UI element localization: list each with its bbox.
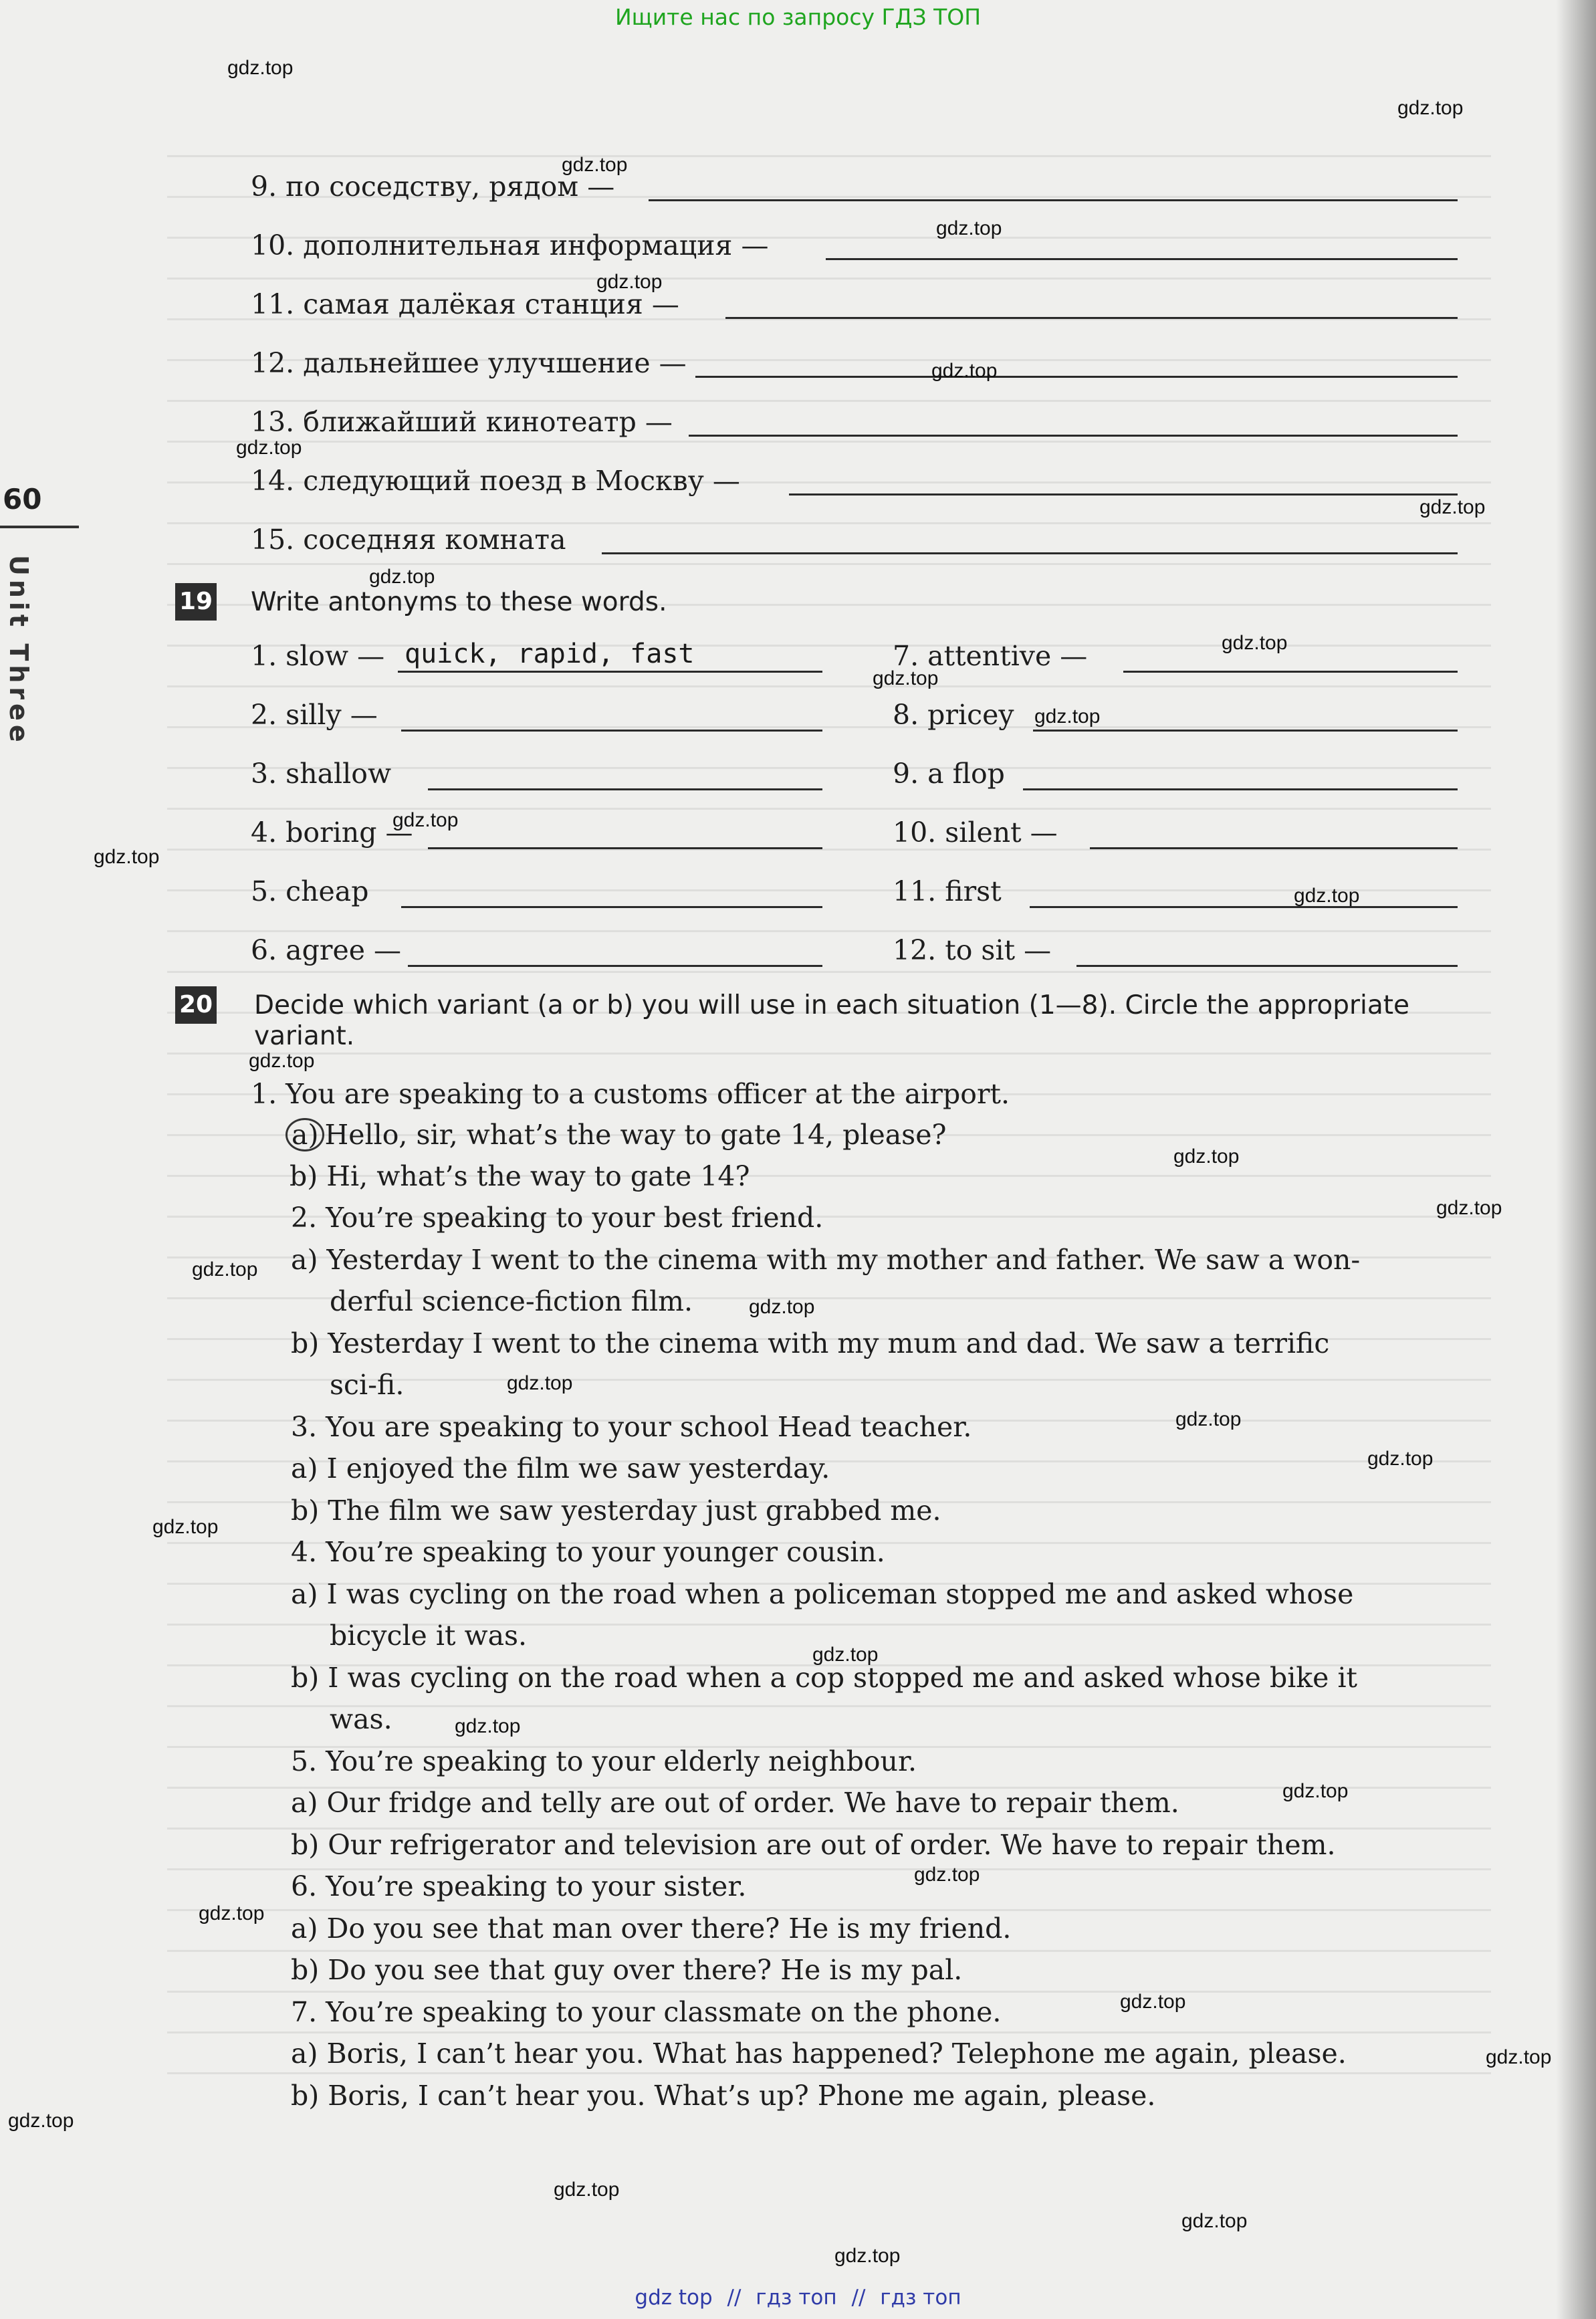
variant-a[interactable]: a) I was cycling on the road when a policeman stopped me and asked whose (291, 1578, 1354, 1610)
watermark: gdz.top (1034, 705, 1101, 728)
answer-line[interactable] (401, 730, 822, 732)
answer-line[interactable] (1023, 788, 1458, 790)
answer-line[interactable] (695, 376, 1458, 378)
watermark: gdz.top (369, 566, 435, 588)
variant-b[interactable]: b) The film we saw yesterday just grabbed me. (291, 1495, 941, 1527)
antonym-label: 10. silent — (893, 816, 1058, 849)
translation-item: 10. дополнительная информация — (251, 229, 769, 261)
translation-item: 13. ближайший кинотеатр — (251, 406, 673, 438)
antonym-label: 11. first (893, 875, 1002, 907)
watermark: gdz.top (507, 1372, 573, 1394)
watermark: gdz.top (1367, 1448, 1434, 1470)
watermark: gdz.top (236, 437, 302, 459)
situation-question: 7. You’re speaking to your classmate on the phone. (291, 1996, 1002, 2028)
situation-question: 2. You’re speaking to your best friend. (291, 1202, 824, 1234)
answer-line[interactable] (1030, 906, 1458, 908)
antonym-label: 4. boring — (251, 816, 413, 849)
answer-line[interactable] (1090, 847, 1458, 849)
variant-b-cont: was. (330, 1703, 392, 1735)
watermark: gdz.top (749, 1296, 815, 1318)
footer-link[interactable]: гдз топ (880, 2286, 961, 2310)
variant-a[interactable]: a) Yesterday I went to the cinema with my mother and father. We saw a won- (291, 1244, 1361, 1276)
exercise-20-instruction-cont: variant. (254, 1021, 355, 1051)
situation-question: 5. You’re speaking to your elderly neighbour. (291, 1745, 917, 1777)
watermark: gdz.top (455, 1715, 521, 1737)
exercise-20-instruction: Decide which variant (a or b) you will use in each situation (1—8). Circle the appropriate (254, 990, 1410, 1020)
answer-line[interactable] (725, 317, 1458, 319)
watermark: gdz.top (249, 1050, 315, 1072)
watermark: gdz.top (873, 667, 939, 689)
variant-a[interactable]: a) Boris, I can’t hear you. What has happened? Telephone me again, please. (291, 2037, 1347, 2070)
footer-separator: // (727, 2286, 742, 2310)
watermark: gdz.top (227, 57, 294, 79)
variant-b[interactable]: b) Our refrigerator and television are out of order. We have to repair them. (291, 1829, 1336, 1861)
watermark: gdz.top (812, 1644, 879, 1666)
antonym-label: 9. a flop (893, 758, 1005, 790)
circled-variant-marker: a) (286, 1118, 324, 1151)
watermark: gdz.top (1419, 496, 1486, 518)
situation-question: 3. You are speaking to your school Head teacher. (291, 1411, 972, 1443)
antonym-label: 2. silly — (251, 699, 378, 731)
footer-link[interactable]: гдз топ (756, 2286, 837, 2310)
variant-a-cont: bicycle it was. (330, 1620, 528, 1652)
watermark: gdz.top (834, 2245, 901, 2267)
footer-separator: // (851, 2286, 866, 2310)
translation-item: 15. соседняя комната (251, 524, 566, 556)
watermark: gdz.top (1120, 1991, 1186, 2013)
watermark: gdz.top (152, 1516, 219, 1538)
watermark: gdz.top (1173, 1145, 1240, 1168)
answer-line[interactable] (602, 552, 1458, 554)
watermark: gdz.top (1436, 1197, 1502, 1219)
watermark: gdz.top (554, 2179, 620, 2201)
search-banner[interactable]: Ищите нас по запросу ГДЗ ТОП (614, 4, 982, 30)
watermark: gdz.top (1397, 97, 1464, 119)
watermark: gdz.top (1175, 1408, 1242, 1430)
situation-question: 4. You’re speaking to your younger cousin. (291, 1536, 885, 1568)
answer-line[interactable] (789, 493, 1458, 495)
watermark: gdz.top (199, 1902, 265, 1924)
answer-line[interactable] (1123, 671, 1458, 673)
watermark: gdz.top (1222, 632, 1288, 654)
variant-b[interactable]: b) Do you see that guy over there? He is my pal. (291, 1954, 963, 1986)
answer-line[interactable] (1076, 965, 1458, 967)
watermark: gdz.top (1294, 885, 1360, 907)
answer-line[interactable] (398, 671, 822, 673)
variant-b-cont: sci-fi. (330, 1369, 405, 1401)
translation-item: 11. самая далёкая станция — (251, 288, 679, 320)
page-edge-shadow (1556, 0, 1596, 2319)
page-number: 60 (3, 483, 42, 516)
unit-side-label: Unit Three (4, 555, 33, 746)
answer-line[interactable] (689, 435, 1458, 437)
antonym-label: 7. attentive — (893, 640, 1088, 672)
variant-a[interactable]: a) I enjoyed the film we saw yesterday. (291, 1452, 830, 1484)
antonym-label: 12. to sit — (893, 934, 1052, 966)
antonym-label: 5. cheap (251, 875, 369, 907)
exercise-19-badge: 19 (175, 583, 217, 621)
variant-a[interactable]: a) Do you see that man over there? He is my friend. (291, 1912, 1012, 1945)
page-number-rule (0, 526, 79, 528)
watermark: gdz.top (914, 1864, 980, 1886)
situation-question: 1. You are speaking to a customs officer at the airport. (251, 1078, 1010, 1110)
answer-line[interactable] (649, 199, 1458, 201)
antonym-label: 6. agree — (251, 934, 401, 966)
watermark: gdz.top (931, 360, 998, 382)
watermark: gdz.top (1486, 2046, 1552, 2068)
answer-line[interactable] (428, 788, 822, 790)
antonym-label: 1. slow — (251, 640, 385, 672)
handwritten-answer: quick, rapid, fast (405, 639, 695, 669)
watermark: gdz.top (936, 217, 1002, 239)
antonym-label: 3. shallow (251, 758, 392, 790)
watermark: gdz.top (1181, 2210, 1248, 2232)
watermark: gdz.top (562, 154, 628, 176)
watermark: gdz.top (1282, 1780, 1349, 1802)
watermark: gdz.top (8, 2110, 74, 2132)
answer-line[interactable] (408, 965, 822, 967)
watermark: gdz.top (192, 1258, 258, 1281)
variant-b[interactable]: b) I was cycling on the road when a cop stopped me and asked whose bike it (291, 1662, 1358, 1694)
translation-item: 12. дальнейшее улучшение — (251, 347, 687, 379)
variant-b[interactable]: b) Hi, what’s the way to gate 14? (290, 1160, 750, 1192)
footer-link[interactable]: gdz top (635, 2286, 713, 2310)
watermark: gdz.top (392, 809, 459, 831)
answer-line[interactable] (428, 847, 822, 849)
variant-a-cont: derful science-fiction film. (330, 1285, 693, 1317)
answer-line[interactable] (1033, 730, 1458, 732)
variant-a-text: Hello, sir, what’s the way to gate 14, please? (324, 1119, 947, 1151)
watermark: gdz.top (596, 271, 663, 293)
translation-item: 9. по соседству, рядом — (251, 171, 615, 203)
exercise-19-instruction: Write antonyms to these words. (251, 587, 667, 617)
variant-b[interactable]: b) Boris, I can’t hear you. What’s up? Phone me again, please. (291, 2080, 1156, 2112)
translation-item: 14. следующий поезд в Москву — (251, 465, 740, 497)
variant-b[interactable]: b) Yesterday I went to the cinema with my mum and dad. We saw a terrific (291, 1327, 1330, 1359)
situation-question: 6. You’re speaking to your sister. (291, 1870, 747, 1902)
footer-links (0, 2286, 1596, 2310)
answer-line[interactable] (826, 258, 1458, 260)
watermark: gdz.top (94, 846, 160, 868)
antonym-label: 8. pricey (893, 699, 1014, 731)
exercise-20-badge: 20 (175, 986, 217, 1024)
answer-line[interactable] (401, 906, 822, 908)
variant-a[interactable] (286, 1118, 946, 1151)
variant-a[interactable]: a) Our fridge and telly are out of order. We have to repair them. (291, 1787, 1179, 1819)
